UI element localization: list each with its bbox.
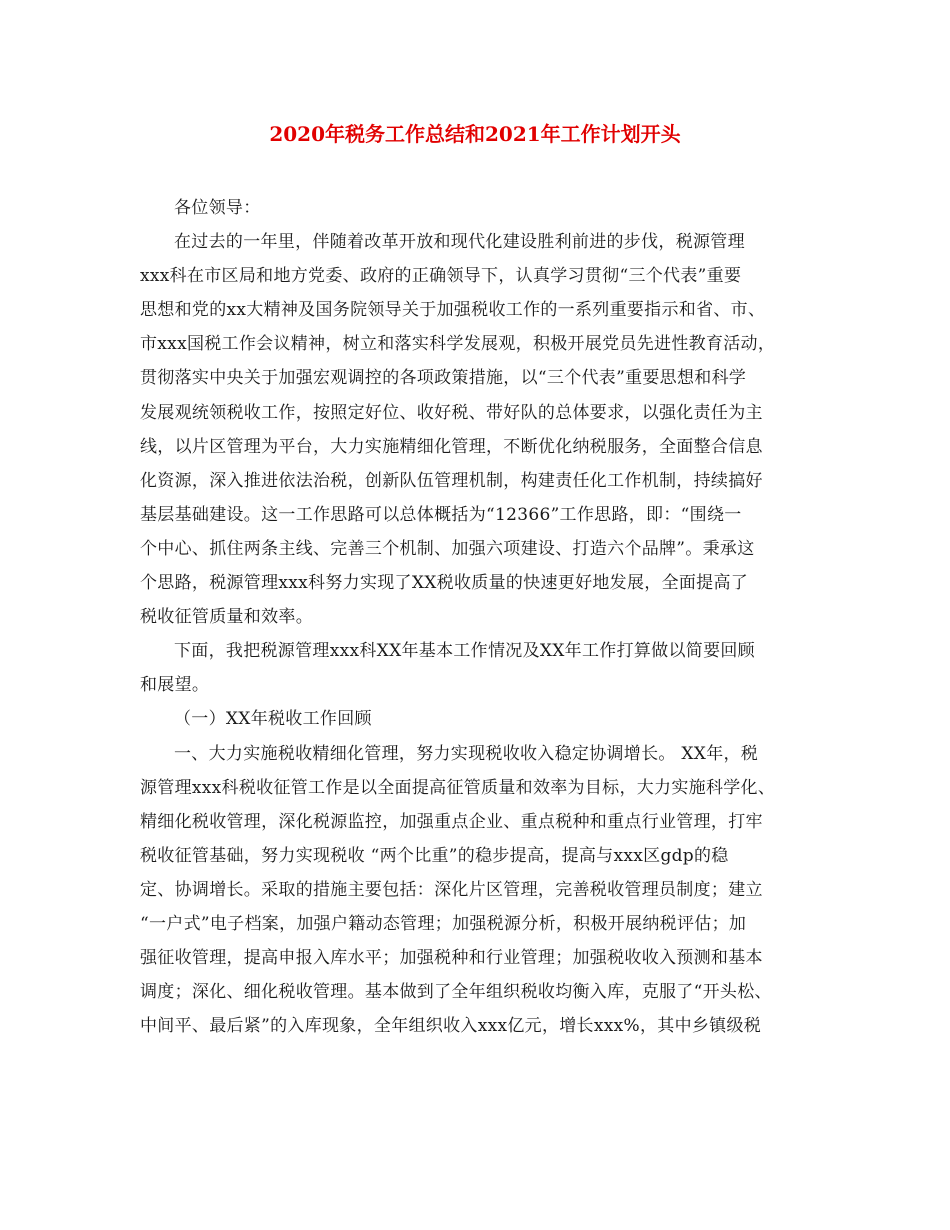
paragraph-line: 思想和党的xx大精神及国务院领导关于加强税收工作的一系列重要指示和省、市、 [140,300,766,321]
paragraph-line: 一、大力实施税收精细化管理，努力实现税收收入稳定协调增长。 XX年，税 [174,743,759,764]
paragraph-line: 化资源，深入推进依法治税，创新队伍管理机制，构建责任化工作机制，持续搞好 [140,470,763,491]
paragraph-line: 发展观统领税收工作，按照定好位、收好税、带好队的总体要求，以强化责任为主 [140,402,763,423]
paragraph-line: 市xxx国税工作会议精神，树立和落实科学发展观，积极开展党员先进性教育活动， [140,334,776,355]
paragraph-3 [140,737,812,1044]
paragraph-line: 强征收管理，提高申报入库水平；加强税种和行业管理；加强税收收入预测和基本 [140,948,763,969]
paragraph-line: 基层基础建设。这一工作思路可以总体概括为“12366”工作思路，即：“围绕一 [140,504,742,525]
paragraph-line: 和展望。 [140,675,210,696]
paragraph-line: “一户式”电子档案，加强户籍动态管理；加强税源分析，积极开展纳税评估；加 [140,913,747,934]
paragraph-line: 中间平、最后紧”的入库现象，全年组织收入xxx亿元，增长xxx%，其中乡镇级税 [140,1016,762,1037]
paragraph-line: 下面，我把税源管理xxx科XX年基本工作情况及XX年工作打算做以简要回顾 [174,641,755,662]
paragraph-1 [140,225,812,634]
paragraph-line: 贯彻落实中央关于加强宏观调控的各项政策措施，以“三个代表”重要思想和科学 [140,368,747,389]
paragraph-line: 个思路，税源管理xxx科努力实现了XX税收质量的快速更好地发展，全面提高了 [140,573,749,594]
paragraph-line: 调度；深化、细化税收管理。基本做到了全年组织税收均衡入库，克服了“开头松、 [140,982,772,1003]
section-heading: （一）XX年税收工作回顾 [174,709,372,730]
paragraph-line: 源管理xxx科税收征管工作是以全面提高征管质量和效率为目标，大力实施科学化、 [140,777,776,798]
paragraph-line: 定、协调增长。采取的措施主要包括：深化片区管理，完善税收管理员制度；建立 [140,879,763,900]
paragraph-line: 在过去的一年里，伴随着改革开放和现代化建设胜利前进的步伐，税源管理 [174,232,745,253]
paragraph-line: 税收征管基础，努力实现税收 “两个比重”的稳步提高，提高与xxx区gdp的稳 [140,845,729,866]
paragraph-line: 线，以片区管理为平台，大力实施精细化管理，不断优化纳税服务，全面整合信息 [140,436,763,457]
paragraph-2 [140,634,812,702]
document-body [140,191,812,1043]
paragraph-line: xxx科在市区局和地方党委、政府的正确领导下，认真学习贯彻“三个代表”重要 [140,266,742,287]
paragraph-line: 税收征管质量和效率。 [140,607,313,628]
salutation: 各位领导： [174,198,261,218]
paragraph-line: 个中心、抓住两条主线、完善三个机制、加强六项建设、打造六个品牌”。秉承这 [140,538,755,559]
paragraph-line: 精细化税收管理，深化税源监控，加强重点企业、重点税种和重点行业管理，打牢 [140,811,763,832]
document-title: 2020年税务工作总结和2021年工作计划开头 [269,122,681,146]
